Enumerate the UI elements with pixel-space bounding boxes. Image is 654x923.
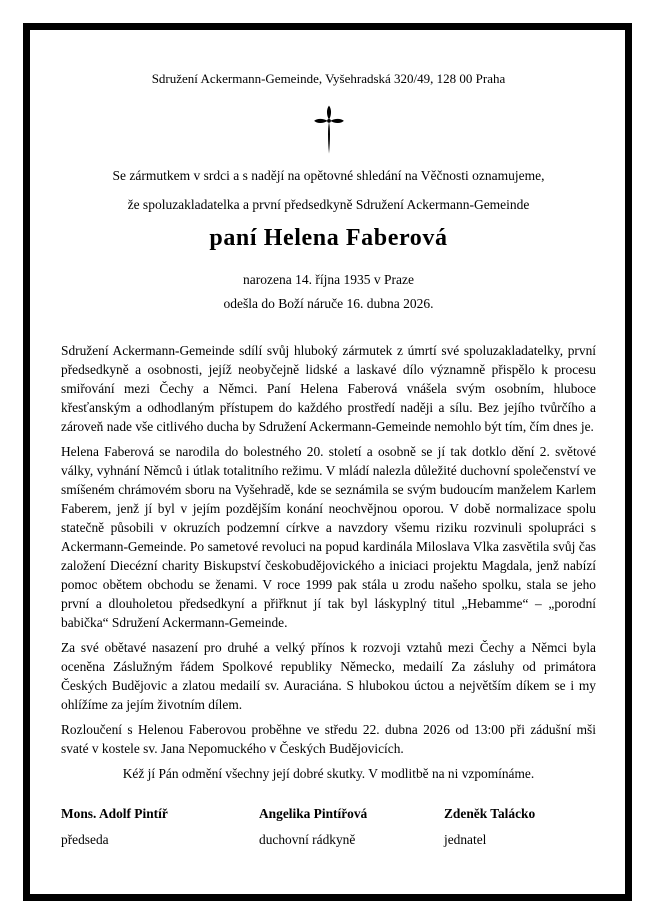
announcement-line-1: Se zármutkem v srdci a s nadějí na opětovné shledání na Věčnosti oznamujeme, [112, 168, 545, 183]
signatory-name: Zdeněk Talácko [444, 806, 536, 821]
obituary-paragraph-1: Sdružení Ackermann-Gemeinde sdílí svůj hluboký zármutek z úmrtí své spoluzakladatelky, první předsedkyně a osobnosti, jejíž neobyčejně lidské a laskavé dílo významně přispělo k procesu smiřování mezi Čechy a Němci. Paní Helena Faberová vnášela svým osobním, hluboce křesťanským a odhodlaným přístupem do každého prostředí naději a sílu. Bez jejího tvůrčího a zároveň nade vše citlivého ducha by Sdružení Ackermann-Gemeinde nemohlo být tím, čím dnes je. [61, 343, 596, 434]
signatory-name: Angelika Pintířová [259, 806, 368, 821]
signatory-role: jednatel [444, 832, 487, 847]
signature-block [61, 805, 596, 848]
signatory-secretary [444, 805, 596, 848]
prayer-line: Kéž jí Pán odmění všechny její dobré skutky. V modlitbě na ni vzpomínáme. [122, 766, 535, 781]
death-line: odešla do Boží náruče 16. dubna 2026. [223, 296, 434, 311]
signatory-spiritual-adviser [259, 805, 444, 848]
organization-address: Sdružení Ackermann-Gemeinde, Vyšehradská 320/49, 128 00 Praha [151, 71, 506, 86]
signatory-role: předseda [61, 832, 109, 847]
memorial-cross-icon [61, 99, 596, 159]
obituary-body [61, 341, 596, 783]
obituary-paragraph-3: Za své obětavé nasazení pro druhé a velký přínos k rozvoji vztahů mezi Čechy a Němci byla oceněna Záslužným řádem Spolkové republiky Německo, medailí Za zásluhy od primátora Českých Budějovic a zlatou medailí sv. Auraciána. S hlubokou úctou a největším díkem se i my ohlížíme za jejím životním dílem. [61, 640, 596, 712]
deceased-name: paní Helena Faberová [209, 225, 448, 251]
border-frame [23, 23, 632, 901]
obituary-paragraph-2: Helena Faberová se narodila do bolestného 20. století a osobně se jí tak dotklo dění 2. světové války, vyhnání Němců i útlak totalitního režimu. V mládí nalezla důležité duchovní společenství ve smíšeném chrámovém sboru na Vyšehradě, kde se seznámila se svým budoucím manželem Karlem Faberem, jenž jí byl v jejím pozdějším konání neochvějnou oporou. V době normalizace spolu statečně působili v okruzích podzemní církve a navzdory všemu riziku rozvinuli spolupráci s Ackermann-Gemeinde. Po sametové revoluci na popud kardinála Miloslava Vlka zasvětila svůj čas založení Diecézní charity Biskupství českobudějovického a iniciaci projektu Magdala, jenž nabízí pomoc obětem obchodu se ženami. V roce 1999 pak stála u zrodu našeho spolku, stala se jeho první a dlouholetou předsedkyní a přiřknut jí tak byl láskyplný titul „Hebamme“ – „porodní babička“ Sdružení Ackermann-Gemeinde. [61, 444, 596, 630]
signatory-chairman [61, 805, 259, 848]
birth-line: narozena 14. října 1935 v Praze [243, 272, 414, 287]
funeral-announcement: Rozloučení s Helenou Faberovou proběhne ve středu 22. dubna 2026 od 13:00 při zádušní mši svaté v kostele sv. Jana Nepomuckého v Českých Budějovicích. [61, 722, 596, 756]
signatory-role: duchovní rádkyně [259, 832, 356, 847]
announcement-line-2: že spoluzakladatelka a první předsedkyně Sdružení Ackermann-Gemeinde [127, 197, 530, 212]
signatory-name: Mons. Adolf Pintíř [61, 806, 168, 821]
obituary-content [30, 30, 625, 894]
